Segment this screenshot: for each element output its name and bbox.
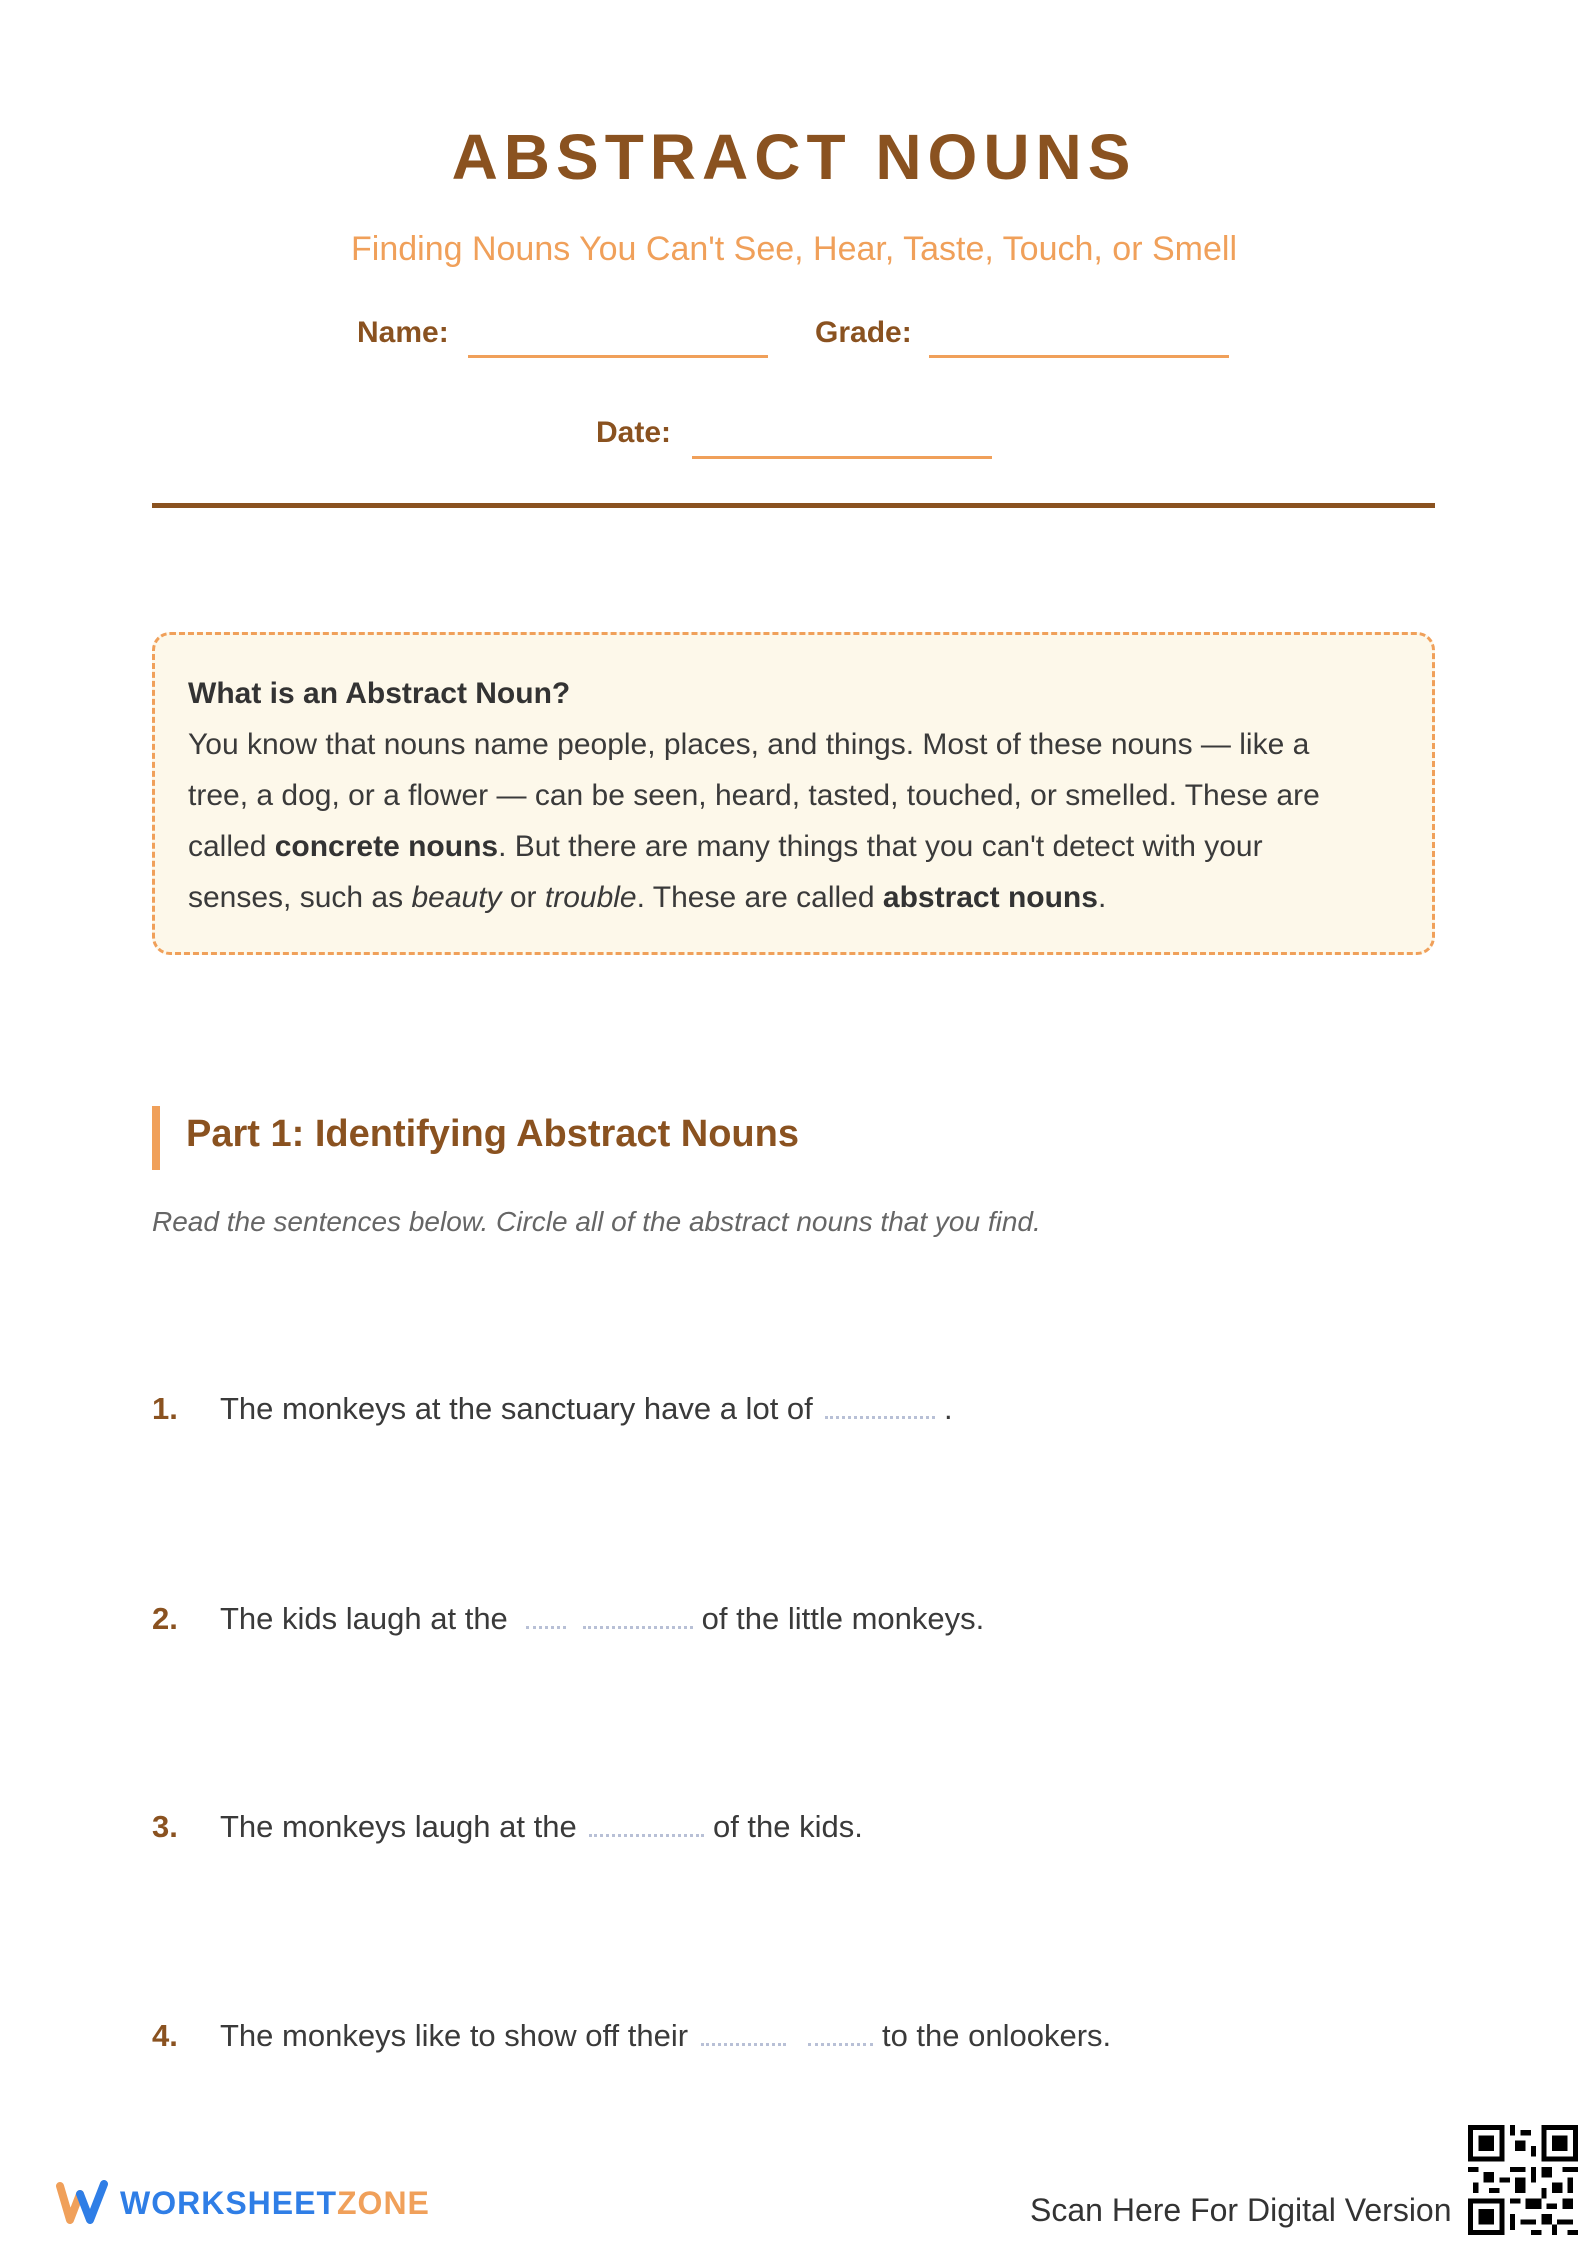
question-number: 3. [152, 1809, 178, 1844]
example-trouble: trouble [544, 881, 637, 914]
date-field[interactable] [692, 456, 992, 459]
definition-line-3-post: . But there are many things that you can't detect with your [498, 830, 1263, 863]
page-subtitle: Finding Nouns You Can't See, Hear, Taste, Touch, or Smell [351, 230, 1237, 268]
question-text-after: of the little monkeys. [701, 1601, 985, 1636]
question-4 [152, 2017, 1111, 2054]
name-label: Name: [357, 316, 449, 349]
date-label: Date: [596, 416, 672, 449]
brand-name-part2: ZONE [337, 2184, 430, 2221]
scan-caption: Scan Here For Digital Version [1030, 2192, 1452, 2228]
grade-field[interactable] [929, 355, 1229, 358]
question-3 [152, 1808, 863, 1845]
brand-name [120, 2185, 430, 2222]
answer-blank[interactable] [589, 1808, 704, 1837]
answer-blank[interactable] [583, 1600, 693, 1629]
question-text-before: The kids laugh at the [220, 1601, 508, 1636]
concrete-nouns-term: concrete nouns [274, 830, 499, 863]
question-1 [152, 1390, 953, 1427]
definition-line-4-end: . [1097, 881, 1107, 914]
example-beauty: beauty [411, 881, 502, 914]
section-accent-bar [152, 1106, 160, 1170]
question-number: 2. [152, 1601, 178, 1636]
definition-title: What is an Abstract Noun? [188, 677, 571, 710]
w-logo-icon [56, 2180, 108, 2226]
worksheetzone-logo [56, 2180, 430, 2226]
question-text-before: The monkeys laugh at the [220, 1809, 577, 1844]
question-number: 4. [152, 2018, 178, 2053]
answer-blank[interactable] [701, 2017, 786, 2046]
answer-blank[interactable] [808, 2017, 873, 2046]
question-number: 1. [152, 1391, 178, 1426]
brand-name-part1: WORKSHEET [120, 2184, 337, 2221]
question-text-after: to the onlookers. [881, 2018, 1112, 2053]
question-text-after: of the kids. [712, 1809, 863, 1844]
question-2 [152, 1600, 984, 1637]
question-text-before: The monkeys like to show off their [220, 2018, 689, 2053]
header-divider [152, 503, 1435, 508]
definition-line-1: You know that nouns name people, places, and things. Most of these nouns — like a [188, 728, 1310, 761]
name-field[interactable] [468, 355, 768, 358]
definition-line-4-post: . These are called [636, 881, 883, 914]
question-text-after: . [944, 1391, 953, 1426]
section-title: Part 1: Identifying Abstract Nouns [186, 1113, 799, 1155]
section-instruction: Read the sentences below. Circle all of the abstract nouns that you find. [152, 1206, 1041, 1237]
answer-blank[interactable] [526, 1600, 566, 1629]
definition-line-4-mid: or [501, 881, 545, 914]
page-title: ABSTRACT NOUNS [451, 121, 1137, 193]
abstract-nouns-term: abstract nouns [882, 881, 1098, 914]
qr-code-icon[interactable] [1468, 2125, 1578, 2235]
definition-text [188, 719, 1399, 923]
definition-line-4-pre: senses, such as [188, 881, 412, 914]
definition-box [152, 632, 1435, 955]
question-text-before: The monkeys at the sanctuary have a lot of [220, 1391, 813, 1426]
grade-label: Grade: [815, 316, 912, 349]
answer-blank[interactable] [825, 1390, 935, 1419]
definition-line-3-pre: called [188, 830, 275, 863]
definition-line-2: tree, a dog, or a flower — can be seen, heard, tasted, touched, or smelled. These are [188, 779, 1320, 812]
